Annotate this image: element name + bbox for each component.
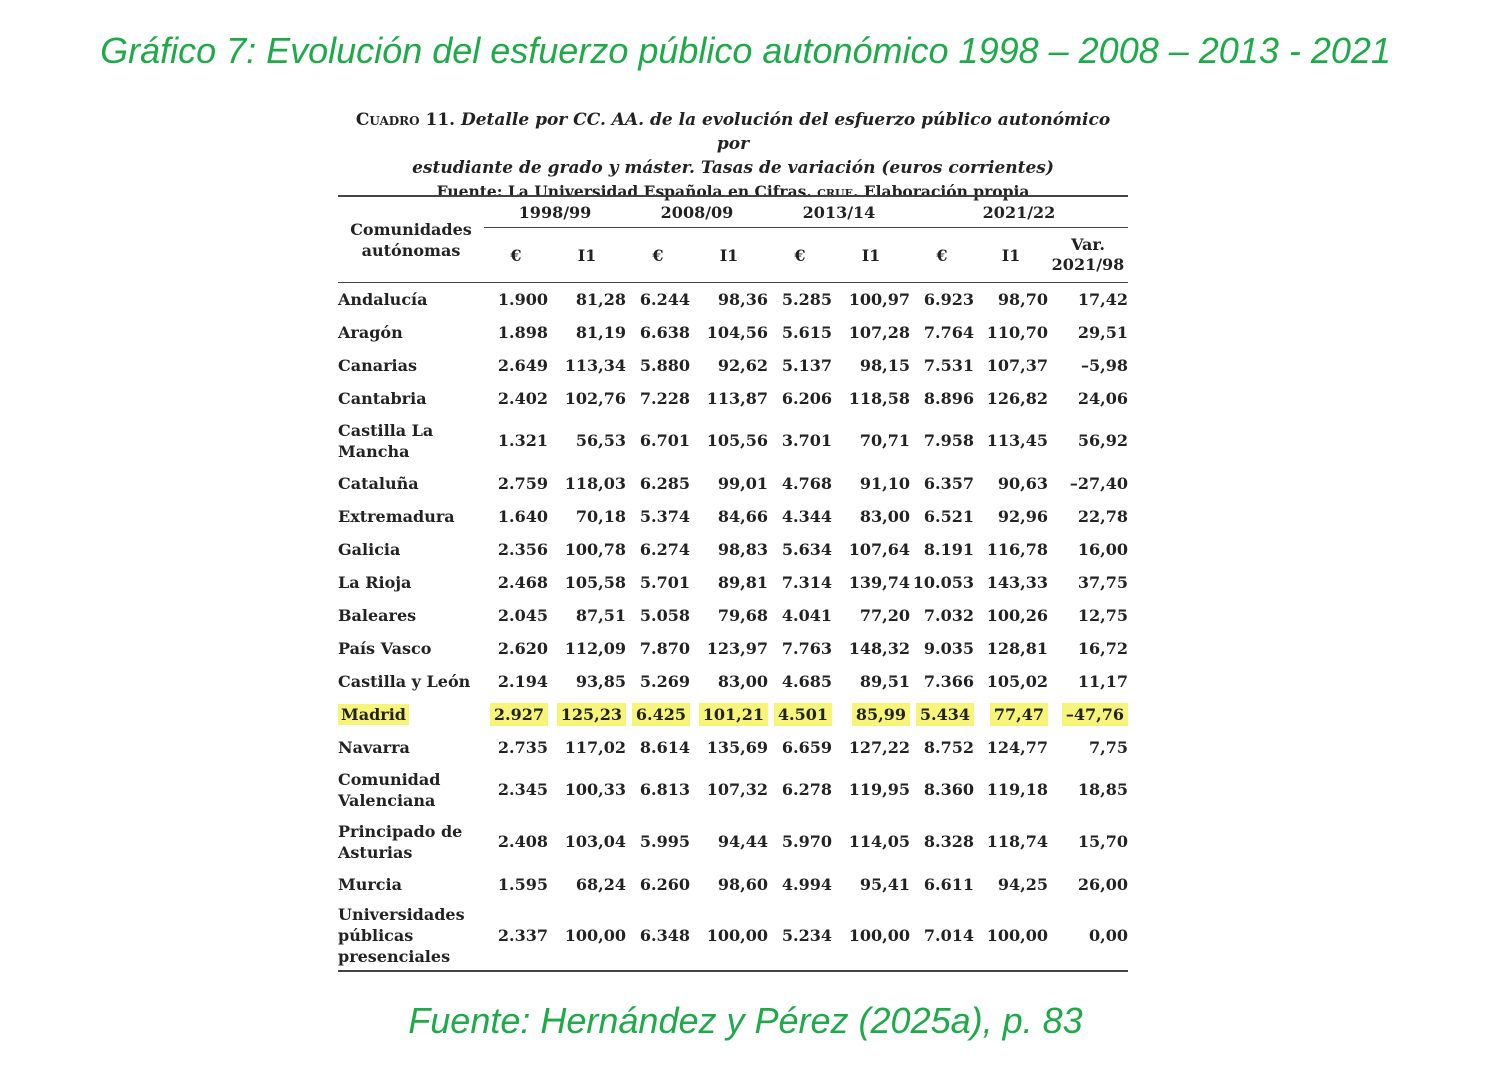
cell-i1-2013: 119,95	[848, 780, 910, 799]
source-footer: Fuente: Hernández y Pérez (2025a), p. 83	[408, 1000, 1083, 1041]
cell-eur-2008: 8.614	[639, 737, 690, 757]
sub-header-eur: €	[626, 228, 690, 283]
region-name-cell: Cataluña	[338, 473, 419, 493]
cell-eur-1998: 2.356	[497, 539, 548, 559]
cell-i1-2021: 124,77	[986, 737, 1048, 757]
table-row	[338, 816, 1128, 868]
cell-i1-1998: 102,76	[564, 388, 626, 408]
highlighted-value: 2.927	[490, 703, 548, 726]
cell-eur-2013: 4.041	[781, 605, 832, 625]
cell-var-2021-98: –5,98	[1081, 355, 1128, 375]
table-row	[338, 632, 1128, 665]
cell-var-2021-98: 56,92	[1077, 431, 1128, 450]
cell-eur-1998: 2.402	[497, 388, 548, 408]
cell-eur-2008: 6.285	[639, 473, 690, 493]
cell-i1-1998: 113,34	[564, 355, 626, 375]
table-row	[338, 599, 1128, 632]
cell-i1-1998: 100,00	[548, 901, 626, 971]
cell-eur-2008: 7.228	[639, 388, 690, 408]
cell-eur-2008: 6.244	[639, 289, 690, 309]
cell-var-2021-98: 18,85	[1077, 780, 1128, 799]
cell-i1-1998: 56,53	[575, 431, 626, 450]
cell-eur-1998: 2.735	[497, 737, 548, 757]
cell-i1-1998: 103,04	[564, 832, 626, 851]
region-name-cell: Universidades públicas presenciales	[338, 901, 484, 971]
region-column-header: Comunidades autónomas	[338, 196, 484, 283]
caption-text-1: Detalle por CC. AA. de la evolución del esfuerzo público autonómico por	[461, 110, 1111, 154]
cell-eur-2013: 7.314	[781, 572, 832, 592]
cell-eur-2021: 6.611	[923, 874, 974, 894]
cell-eur-2008: 5.995	[639, 832, 690, 851]
cell-i1-2021: 128,81	[986, 638, 1048, 658]
cell-i1-2021: 90,63	[997, 473, 1048, 493]
cell-i1-2008: 92,62	[717, 355, 768, 375]
highlighted-value: –47,76	[1062, 703, 1128, 726]
sub-header-i1: I1	[548, 228, 626, 283]
cell-i1-1998: 105,58	[564, 572, 626, 592]
year-header-1998: 1998/99	[484, 196, 626, 228]
cell-i1-2013: 148,32	[848, 638, 910, 658]
cell-eur-2013: 4.685	[781, 671, 832, 691]
cell-i1-2013: 100,00	[832, 901, 910, 971]
cell-i1-2013: 70,71	[859, 431, 910, 450]
cell-i1-1998	[548, 698, 626, 731]
cell-eur-2013: 6.659	[781, 737, 832, 757]
cell-eur-2013: 5.634	[781, 539, 832, 559]
cell-i1-2008: 135,69	[706, 737, 768, 757]
table-row	[338, 467, 1128, 500]
cell-eur-2008: 6.638	[639, 322, 690, 342]
year-header-2013: 2013/14	[768, 196, 910, 228]
cell-eur-2021: 10.053	[912, 572, 974, 592]
cell-var-2021-98	[1048, 698, 1128, 731]
cell-eur-2021: 6.521	[923, 506, 974, 526]
region-name-cell: Castilla La Mancha	[338, 420, 434, 461]
cell-eur-2008: 6.348	[626, 901, 690, 971]
cell-eur-2013: 5.137	[781, 355, 832, 375]
cell-i1-2021: 100,00	[974, 901, 1048, 971]
cell-eur-2008: 5.701	[639, 572, 690, 592]
table-caption	[338, 108, 1128, 204]
cell-eur-2021: 9.035	[923, 638, 974, 658]
caption-label: Cuadro 11.	[355, 110, 456, 130]
chart-heading: Gráfico 7: Evolución del esfuerzo público autonómico 1998 – 2008 – 2013 - 2021	[100, 30, 1391, 71]
cell-eur-2021: 7.366	[923, 671, 974, 691]
cell-eur-2008	[626, 698, 690, 731]
cell-eur-2008: 6.813	[639, 780, 690, 799]
cell-eur-1998	[484, 698, 548, 731]
cell-i1-1998: 87,51	[575, 605, 626, 625]
sub-header-var	[1048, 228, 1128, 283]
cell-eur-2021: 7.032	[923, 605, 974, 625]
cell-eur-2013: 4.344	[781, 506, 832, 526]
table-row	[338, 868, 1128, 901]
highlighted-value: 101,21	[699, 703, 768, 726]
cell-i1-2008: 105,56	[706, 431, 768, 450]
cell-eur-2008: 6.274	[639, 539, 690, 559]
cell-i1-2008: 89,81	[717, 572, 768, 592]
cell-i1-2013: 107,64	[848, 539, 910, 559]
cell-eur-2008: 5.880	[639, 355, 690, 375]
sub-header-i1: I1	[690, 228, 768, 283]
cell-i1-2021: 118,74	[986, 832, 1048, 851]
caption-source-suffix: . Elaboración propia	[853, 182, 1030, 201]
cell-i1-2021: 92,96	[997, 506, 1048, 526]
cell-eur-1998: 2.345	[497, 780, 548, 799]
cell-i1-2008: 107,32	[706, 780, 768, 799]
sub-header-i1: I1	[974, 228, 1048, 283]
region-name-cell: Castilla y León	[338, 671, 471, 691]
cell-eur-1998: 2.468	[497, 572, 548, 592]
table-row	[338, 901, 1128, 971]
region-name-cell: Navarra	[338, 737, 410, 757]
cell-i1-1998: 68,24	[575, 874, 626, 894]
region-name-cell: Comunidad Valenciana	[338, 769, 441, 810]
table-row	[338, 731, 1128, 764]
cell-eur-2013: 7.763	[781, 638, 832, 658]
region-name-cell: Cantabria	[338, 388, 427, 408]
cell-eur-2008: 7.870	[639, 638, 690, 658]
data-table	[338, 195, 1128, 972]
cell-i1-2021: 107,37	[986, 355, 1048, 375]
cell-i1-1998: 70,18	[575, 506, 626, 526]
sub-header-eur: €	[910, 228, 974, 283]
region-name-cell: Extremadura	[338, 506, 455, 526]
cell-eur-1998: 1.900	[497, 289, 548, 309]
cell-eur-2021: 8.896	[923, 388, 974, 408]
region-name-cell: Baleares	[338, 605, 417, 625]
cell-i1-2013	[832, 698, 910, 731]
sub-header-eur: €	[484, 228, 548, 283]
cell-i1-2008: 98,83	[717, 539, 768, 559]
cell-i1-2008: 123,97	[706, 638, 768, 658]
table-row	[338, 316, 1128, 349]
cell-i1-2008: 99,01	[717, 473, 768, 493]
cell-i1-1998: 100,33	[564, 780, 626, 799]
sub-header-eur: €	[768, 228, 832, 283]
cell-eur-1998: 2.337	[484, 901, 548, 971]
table-row	[338, 283, 1128, 316]
cell-i1-2021: 105,02	[986, 671, 1048, 691]
cell-eur-1998: 2.408	[497, 832, 548, 851]
cell-eur-2021: 8.328	[923, 832, 974, 851]
cell-eur-2008: 5.269	[639, 671, 690, 691]
caption-source-prefix: Fuente: La Universidad Española en Cifras.	[436, 182, 812, 201]
table-row	[338, 764, 1128, 816]
highlighted-value: 4.501	[774, 703, 832, 726]
cell-var-2021-98: 16,72	[1077, 638, 1128, 658]
cell-var-2021-98: 0,00	[1048, 901, 1128, 971]
cell-i1-1998: 118,03	[564, 473, 626, 493]
cell-eur-1998: 1.595	[497, 874, 548, 894]
cell-i1-2013: 127,22	[848, 737, 910, 757]
cell-i1-2008: 98,36	[717, 289, 768, 309]
cell-i1-2008	[690, 698, 768, 731]
cell-i1-2013: 139,74	[848, 572, 910, 592]
cell-var-2021-98: 15,70	[1077, 832, 1128, 851]
year-header-2008: 2008/09	[626, 196, 768, 228]
cell-i1-2008: 94,44	[717, 832, 768, 851]
cell-eur-1998: 2.649	[497, 355, 548, 375]
cell-eur-1998: 1.898	[497, 322, 548, 342]
cell-i1-2008: 113,87	[706, 388, 768, 408]
cell-eur-2021: 7.764	[923, 322, 974, 342]
region-name-cell: Canarias	[338, 355, 417, 375]
region-name-cell: Murcia	[338, 874, 402, 894]
table-row	[338, 566, 1128, 599]
cell-i1-2021: 110,70	[986, 322, 1048, 342]
cell-var-2021-98: 17,42	[1077, 289, 1128, 309]
cell-var-2021-98: 26,00	[1077, 874, 1128, 894]
cell-eur-2008: 6.260	[639, 874, 690, 894]
cell-eur-2013: 5.970	[781, 832, 832, 851]
cell-i1-2021: 119,18	[986, 780, 1048, 799]
region-name-cell: Galicia	[338, 539, 401, 559]
cell-eur-2008: 5.374	[639, 506, 690, 526]
cell-i1-2021: 116,78	[986, 539, 1048, 559]
cell-var-2021-98: 22,78	[1077, 506, 1128, 526]
table-row	[338, 533, 1128, 566]
highlighted-text: Madrid	[338, 704, 409, 725]
cell-i1-2008: 104,56	[706, 322, 768, 342]
cell-i1-1998: 81,19	[575, 322, 626, 342]
sub-header-i1: I1	[832, 228, 910, 283]
cell-eur-2013	[768, 698, 832, 731]
cell-i1-2013: 83,00	[859, 506, 910, 526]
sub-header-var-line-2: 2021/98	[1051, 255, 1125, 274]
cell-eur-2021: 8.191	[923, 539, 974, 559]
cell-i1-2021: 113,45	[986, 431, 1048, 450]
cell-i1-2021	[974, 698, 1048, 731]
year-header-2021: 2021/22	[910, 196, 1128, 228]
table-row	[338, 415, 1128, 467]
cell-i1-2021: 94,25	[997, 874, 1048, 894]
cell-eur-2021	[910, 698, 974, 731]
sub-header-var-line-1: Var.	[1071, 235, 1105, 254]
cell-eur-2013: 5.285	[781, 289, 832, 309]
cell-var-2021-98: 24,06	[1077, 388, 1128, 408]
cell-eur-2013: 6.206	[781, 388, 832, 408]
cell-eur-2021: 7.958	[923, 431, 974, 450]
cell-eur-2013: 5.234	[768, 901, 832, 971]
region-name-cell: Principado de Asturias	[338, 821, 463, 862]
cell-i1-1998: 117,02	[564, 737, 626, 757]
cell-i1-2008: 98,60	[717, 874, 768, 894]
cell-eur-2013: 5.615	[781, 322, 832, 342]
caption-line-1	[338, 108, 1128, 156]
cell-i1-2021: 100,26	[986, 605, 1048, 625]
cell-i1-2013: 114,05	[848, 832, 910, 851]
table-row	[338, 665, 1128, 698]
cell-eur-2021: 7.531	[923, 355, 974, 375]
cell-eur-2013: 4.768	[781, 473, 832, 493]
cell-eur-1998: 2.045	[497, 605, 548, 625]
cell-i1-2013: 77,20	[859, 605, 910, 625]
cell-i1-2021: 98,70	[997, 289, 1048, 309]
highlighted-value: 6.425	[632, 703, 690, 726]
cell-i1-2008: 83,00	[717, 671, 768, 691]
cell-i1-2008: 84,66	[717, 506, 768, 526]
cell-i1-2013: 91,10	[859, 473, 910, 493]
cell-eur-2021: 8.752	[923, 737, 974, 757]
cell-eur-2008: 5.058	[639, 605, 690, 625]
cell-i1-2013: 107,28	[848, 322, 910, 342]
cell-eur-2021: 6.357	[923, 473, 974, 493]
cell-i1-1998: 100,78	[564, 539, 626, 559]
cell-var-2021-98: 29,51	[1077, 322, 1128, 342]
cell-var-2021-98: –27,40	[1069, 473, 1128, 493]
cell-var-2021-98: 7,75	[1089, 737, 1128, 757]
highlighted-value: 5.434	[916, 703, 974, 726]
cell-i1-1998: 81,28	[575, 289, 626, 309]
region-name-cell	[338, 698, 484, 731]
cell-i1-1998: 93,85	[575, 671, 626, 691]
caption-source-crue: crue	[817, 182, 854, 201]
cell-i1-2021: 143,33	[986, 572, 1048, 592]
cell-var-2021-98: 16,00	[1077, 539, 1128, 559]
table-row	[338, 382, 1128, 415]
cell-i1-2013: 98,15	[859, 355, 910, 375]
cell-eur-2013: 4.994	[781, 874, 832, 894]
cell-eur-2013: 6.278	[781, 780, 832, 799]
cell-eur-1998: 2.620	[497, 638, 548, 658]
cell-eur-1998: 1.321	[497, 431, 548, 450]
table-row	[338, 698, 1128, 731]
caption-line-2: estudiante de grado y máster. Tasas de variación (euros corrientes)	[412, 158, 1054, 178]
cell-eur-1998: 2.194	[497, 671, 548, 691]
cell-eur-1998: 1.640	[497, 506, 548, 526]
region-name-cell: Andalucía	[338, 289, 428, 309]
cell-i1-2013: 118,58	[848, 388, 910, 408]
cell-i1-2008: 79,68	[717, 605, 768, 625]
cell-i1-2021: 126,82	[986, 388, 1048, 408]
cell-eur-2013: 3.701	[781, 431, 832, 450]
cell-i1-2013: 89,51	[859, 671, 910, 691]
cell-i1-2013: 100,97	[848, 289, 910, 309]
cell-var-2021-98: 11,17	[1077, 671, 1128, 691]
cell-i1-2008: 100,00	[690, 901, 768, 971]
table-body	[338, 283, 1128, 971]
cell-eur-1998: 2.759	[497, 473, 548, 493]
cell-eur-2021: 7.014	[910, 901, 974, 971]
cell-i1-1998: 112,09	[564, 638, 626, 658]
cell-var-2021-98: 37,75	[1077, 572, 1128, 592]
cell-eur-2021: 8.360	[923, 780, 974, 799]
highlighted-value: 125,23	[557, 703, 626, 726]
table-row	[338, 349, 1128, 382]
region-name-cell: País Vasco	[338, 638, 432, 658]
region-name-cell: La Rioja	[338, 572, 412, 592]
table-row	[338, 500, 1128, 533]
cell-eur-2008: 6.701	[639, 431, 690, 450]
cell-i1-2013: 95,41	[859, 874, 910, 894]
highlighted-value: 77,47	[990, 703, 1048, 726]
highlighted-value: 85,99	[852, 703, 910, 726]
region-name-cell: Aragón	[338, 322, 403, 342]
cell-var-2021-98: 12,75	[1077, 605, 1128, 625]
cell-eur-2021: 6.923	[923, 289, 974, 309]
